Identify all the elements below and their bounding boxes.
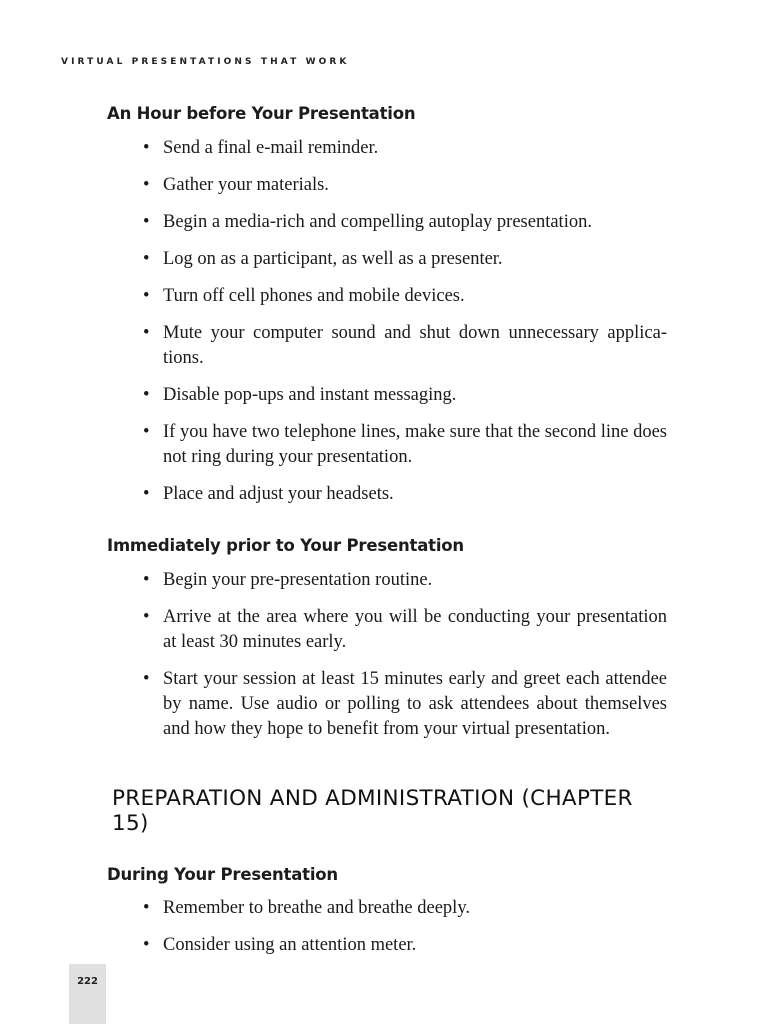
- list-item: • Remember to breathe and breathe deeply.: [107, 896, 667, 921]
- list-item: • Disable pop-ups and instant messaging.: [107, 383, 667, 408]
- bullet-list: [107, 896, 667, 958]
- section-heading: Immediately prior to Your Presentation: [107, 536, 464, 555]
- page-content: [107, 104, 667, 958]
- bullet-list: [107, 568, 667, 742]
- section-heading: An Hour before Your Presentation: [107, 104, 416, 123]
- list-item: • Log on as a participant, as well as a presenter.: [107, 247, 667, 272]
- section-heading: During Your Presentation: [107, 865, 338, 884]
- section-immediately-prior: [107, 536, 667, 742]
- section-during: [107, 865, 667, 958]
- list-item: • Send a final e-mail reminder.: [107, 136, 667, 161]
- page-number-tab: [69, 964, 106, 1024]
- list-item: • Consider using an attention meter.: [107, 933, 667, 958]
- section-hour-before: [107, 104, 667, 507]
- list-item: • Begin a media-rich and compelling autoplay presentation.: [107, 210, 667, 235]
- list-item: • Turn off cell phones and mobile devices.: [107, 284, 667, 309]
- list-item: • Begin your pre-presentation routine.: [107, 568, 667, 593]
- list-item: • Start your session at least 15 minutes early and greet each attendee by name. Use audio or polling to ask attendees about themselves and how they hope to benefit from your virtual presentation.: [107, 667, 667, 742]
- list-item: • Arrive at the area where you will be conducting your presentation at least 30 minutes early.: [107, 605, 667, 655]
- list-item: • Mute your computer sound and shut down unnecessary applica-tions.: [107, 321, 667, 371]
- list-item: • Gather your materials.: [107, 173, 667, 198]
- list-item: • If you have two telephone lines, make sure that the second line does not ring during your presentation.: [107, 420, 667, 470]
- page-number: 222: [77, 976, 98, 987]
- chapter-heading: PREPARATION AND ADMINISTRATION (CHAPTER 15): [112, 786, 633, 836]
- running-head: VIRTUAL PRESENTATIONS THAT WORK: [61, 57, 350, 67]
- list-item: • Place and adjust your headsets.: [107, 482, 667, 507]
- bullet-list: [107, 136, 667, 507]
